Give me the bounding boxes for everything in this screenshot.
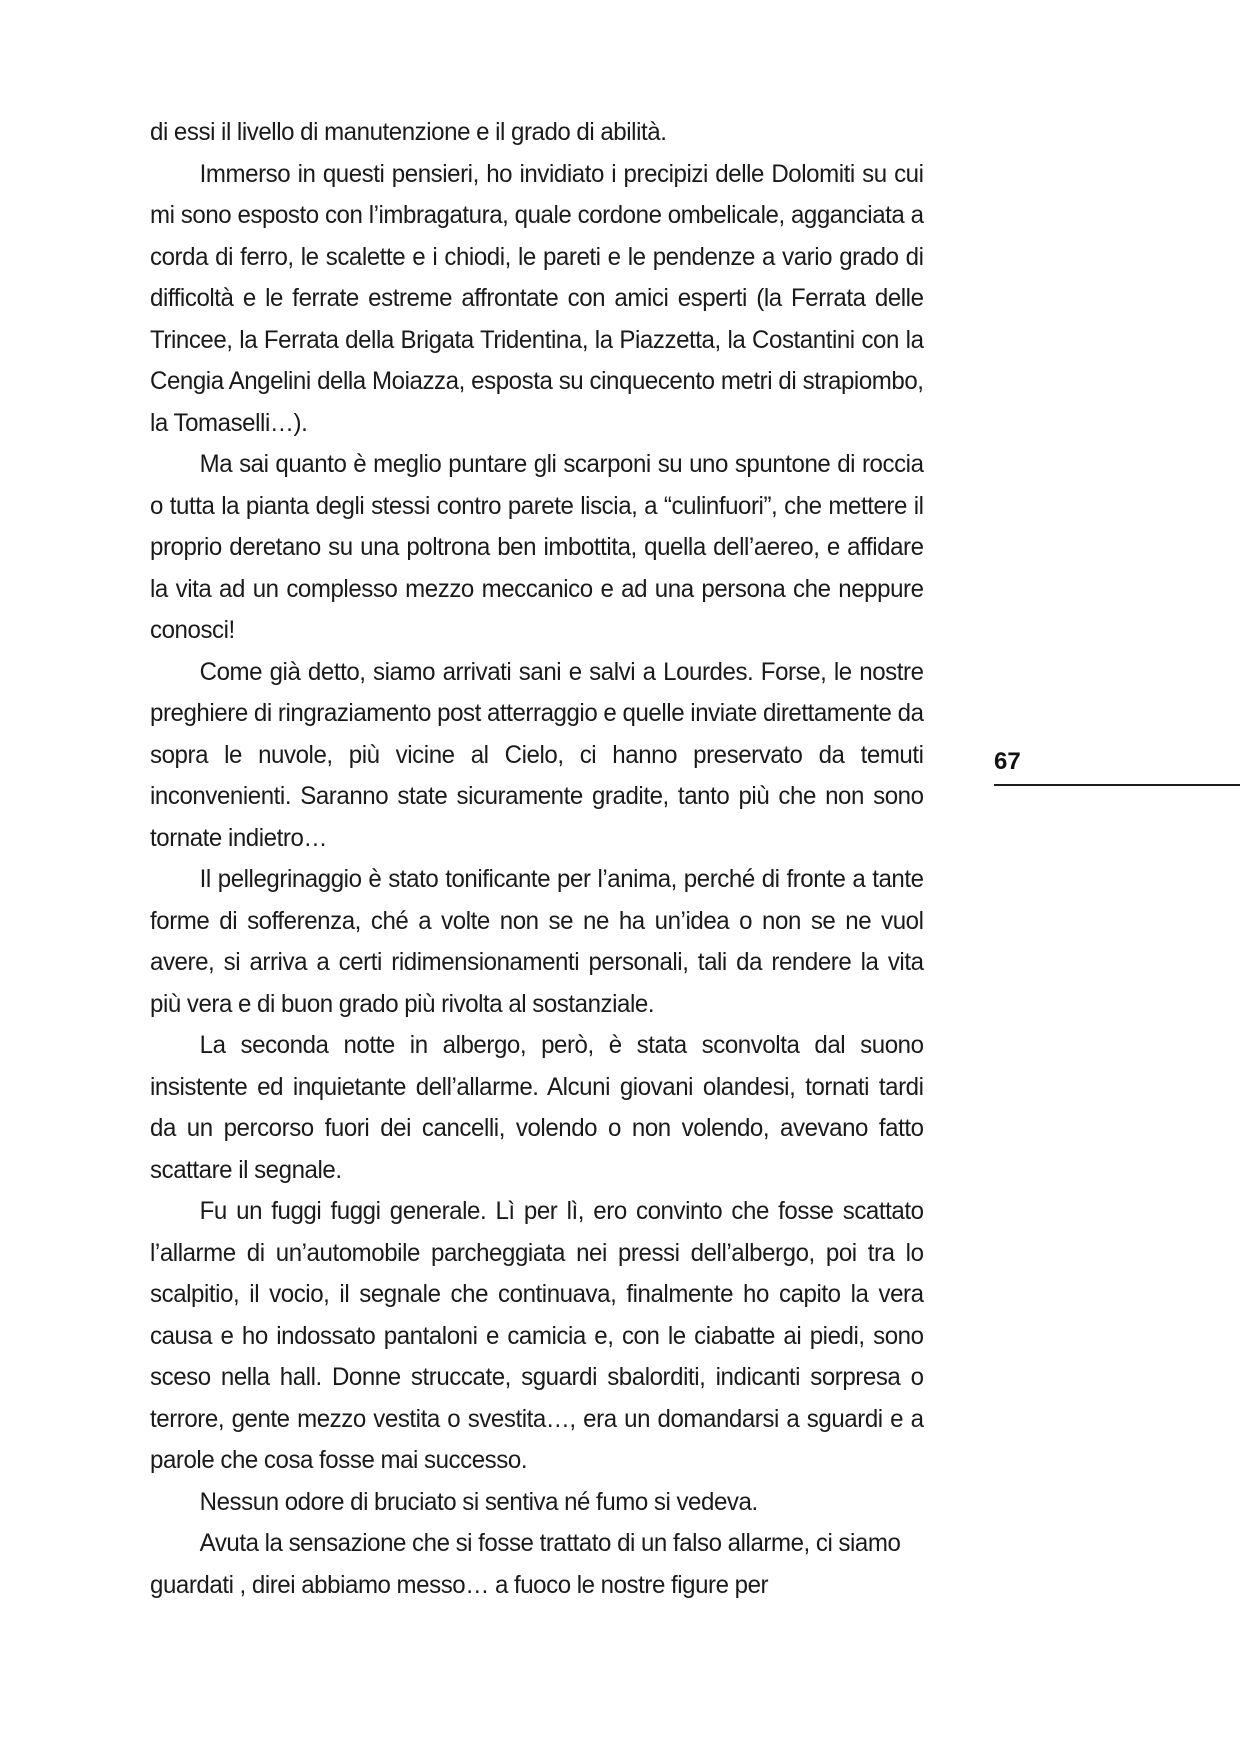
paragraph-avuta-sensazione: Avuta la sensazione che si fosse trattato di un falso allarme, ci siamo guardati , direi abbiamo messo… a fuoco le nostre figure per <box>150 1529 901 1599</box>
paragraph-fuggi-fuggi: Fu un fuggi fuggi generale. Lì per lì, ero convinto che fosse scattato l’allarme di un’automobile parcheggiata nei pressi dell’albergo, poi tra lo scalpitio, il vocio, il segnale che continuava, finalmente ho capito la vera causa e ho indossato pantaloni e camicia e, con le ciabatte ai piedi, sono sceso nella hall. Donne struccate, sguardi sbalorditi, indicanti sorpresa o terrore, gente mezzo vestita o svestita…, era un domandarsi a sguardi e a parole che cosa fosse mai successo. <box>150 1197 924 1474</box>
paragraph-ma-sai: Ma sai quanto è meglio puntare gli scarponi su uno spuntone di roccia o tutta la pianta degli stessi contro parete liscia, a “culinfuori”, che mettere il proprio deretano su una poltrona ben imbottita, quella dell’aereo, e affidare la vita ad un complesso mezzo meccanico e ad una persona che neppure conosci! <box>150 450 924 644</box>
page-text-block <box>150 112 960 1606</box>
page-number: 67 <box>994 748 1021 775</box>
paragraph-pellegrinaggio: Il pellegrinaggio è stato tonificante per l’anima, perché di fronte a tante forme di sofferenza, ché a volte non se ne ha un’idea o non se ne vuol avere, si arriva a certi ridimensionamenti personali, tali da rendere la vita più vera e di buon grado più rivolta al sostanziale. <box>150 865 924 1018</box>
paragraph-come-gia-detto: Come già detto, siamo arrivati sani e salvi a Lourdes. Forse, le nostre preghiere di ringraziamento post atterraggio e quelle inviate direttamente da sopra le nuvole, più vicine al Cielo, ci hanno preservato da temuti inconvenienti. Saranno state sicuramente gradite, tanto più che non sono tornate indietro… <box>150 657 924 852</box>
paragraph-continuation: di essi il livello di manutenzione e il grado di abilità. <box>150 118 667 146</box>
paragraph-immerso: Immerso in questi pensieri, ho invidiato i precipizi delle Dolomiti su cui mi sono esposto con l’imbragatura, quale cordone ombelicale, agganciata a corda di ferro, le scalette e i chiodi, le pareti e le pendenze a vario grado di difficoltà e le ferrate estreme affrontate con amici esperti (la Ferrata delle Trincee, la Ferrata della Brigata Tridentina, la Piazzetta, la Costantini con la Cengia Angelini della Moiazza, esposta su cinquecento metri di strapiombo, la Tomaselli…). <box>150 159 924 437</box>
paragraph-seconda-notte: La seconda notte in albergo, però, è stata sconvolta dal suono insistente ed inquietante dell’allarme. Alcuni giovani olandesi, tornati tardi da un percorso fuori dei cancelli, volendo o non volendo, avevano fatto scattare il segnale. <box>150 1031 924 1184</box>
folio-rule <box>994 784 1240 786</box>
page-folio <box>978 748 1240 794</box>
paragraph-nessun-odore: Nessun odore di bruciato si sentiva né fumo si vedeva. <box>199 1487 758 1516</box>
